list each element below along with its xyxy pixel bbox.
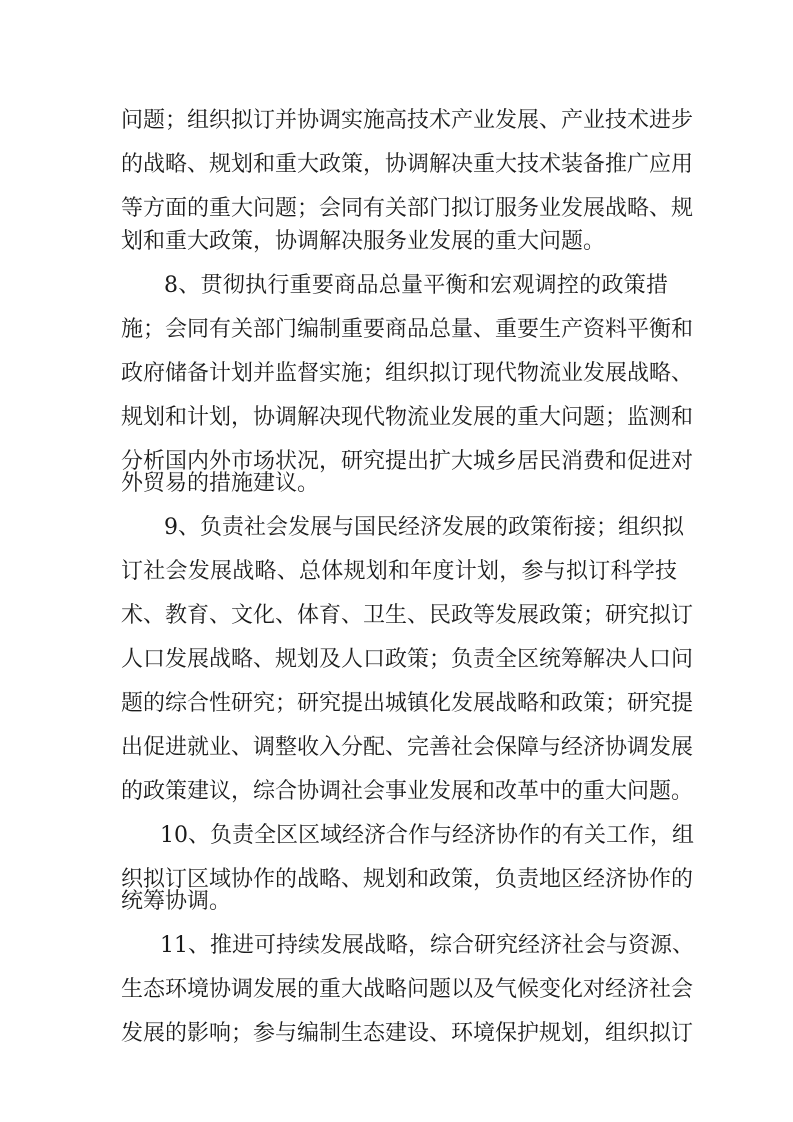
text-line: 织拟订区域协作的战略、规划和政策，负责地区经济协作的 [121, 867, 694, 892]
text-line: 划和重大政策，协调解决服务业发展的重大问题。 [121, 229, 606, 254]
text-line: 人口发展战略、规划及人口政策；负责全区统筹解决人口问 [121, 647, 694, 672]
text-line: 生态环境协调发展的重大战略问题以及气候变化对经济社会 [121, 977, 694, 1002]
text-line: 等方面的重大问题；会同有关部门拟订服务业发展战略、规 [121, 196, 694, 221]
text-line: 术、教育、文化、体育、卫生、民政等发展政策；研究拟订 [121, 603, 694, 628]
text-line: 的战略、规划和重大政策，协调解决重大技术装备推广应用 [121, 152, 694, 177]
text-line: 施；会同有关部门编制重要商品总量、重要生产资料平衡和 [121, 317, 694, 342]
text-line: 订社会发展战略、总体规划和年度计划，参与拟订科学技 [121, 559, 677, 584]
text-line: 分析国内外市场状况，研究提出扩大城乡居民消费和促进对 [121, 449, 694, 474]
text-line: 问题；组织拟订并协调实施高技术产业发展、产业技术进步 [121, 108, 694, 133]
text-line: 题的综合性研究；研究提出城镇化发展战略和政策；研究提 [121, 691, 694, 716]
text-line: 外贸易的措施建议。 [121, 471, 320, 496]
text-line: 统筹协调。 [121, 889, 232, 914]
text-line: 10、负责全区区域经济合作与经济协作的有关工作，组 [160, 823, 694, 848]
text-line: 的政策建议，综合协调社会事业发展和改革中的重大问题。 [121, 779, 694, 804]
text-line: 9、负责社会发展与国民经济发展的政策衔接；组织拟 [164, 515, 684, 540]
text-line: 11、推进可持续发展战略，综合研究经济社会与资源、 [160, 933, 694, 958]
text-line: 规划和计划，协调解决现代物流业发展的重大问题；监测和 [121, 405, 694, 430]
text-line: 发展的影响；参与编制生态建设、环境保护规划，组织拟订 [121, 1021, 694, 1046]
text-line: 政府储备计划并监督实施；组织拟订现代物流业发展战略、 [121, 361, 694, 386]
text-line: 8、贯彻执行重要商品总量平衡和宏观调控的政策措 [164, 273, 668, 298]
text-line: 出促进就业、调整收入分配、完善社会保障与经济协调发展 [121, 735, 694, 760]
